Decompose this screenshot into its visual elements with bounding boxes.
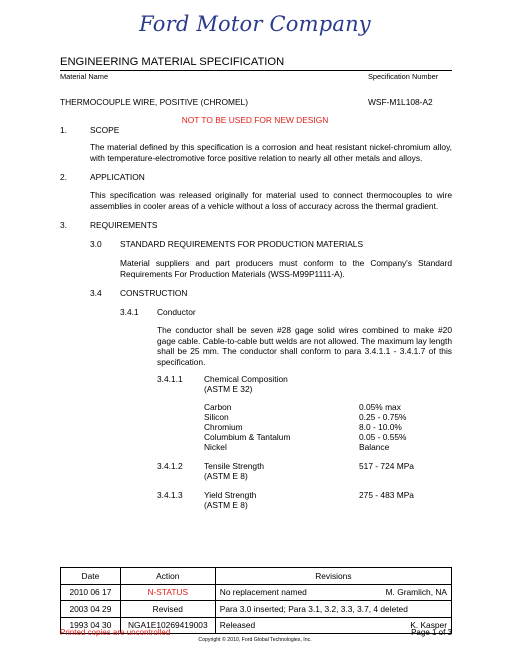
revision-date: 1993 04 30: [61, 617, 121, 634]
revision-action: Revised: [120, 601, 215, 618]
revision-table: [60, 567, 452, 634]
scope-number: 1.: [60, 125, 67, 135]
spec-number: WSF-M1L108-A2: [368, 97, 433, 107]
yield-heading: Yield Strength: [204, 490, 257, 500]
revisions-column-header: Revisions: [215, 568, 451, 585]
requirements-number: 3.: [60, 220, 67, 230]
chem-item-value: 8.0 - 10.0%: [359, 422, 402, 432]
chem-number: 3.4.1.1: [157, 374, 183, 384]
material-name-label: Material Name: [60, 72, 109, 81]
construction-heading: CONSTRUCTION: [120, 288, 188, 298]
conductor-heading: Conductor: [157, 307, 196, 317]
requirements-heading: REQUIREMENTS: [90, 220, 158, 230]
chem-item-name: Nickel: [204, 442, 227, 452]
application-number: 2.: [60, 172, 67, 182]
chem-standard: (ASTM E 32): [204, 384, 253, 394]
date-column-header: Date: [61, 568, 121, 585]
revision-description: Released: [219, 620, 256, 631]
construction-number: 3.4: [90, 288, 102, 298]
revision-description-cell: [215, 601, 451, 618]
conductor-text: The conductor shall be seven #28 gage solid wires combined to make #20 gage cable. Cable-to-cable butt welds are not allowed. The maximum lay length shall be 25 mm. The conductor shall conform to para 3.4.1.1 - 3.4.1.7 of this specification.: [157, 325, 452, 367]
revision-action: NGA1E10269419003: [120, 617, 215, 634]
revision-description-cell: [215, 584, 451, 601]
revision-author: K. Kasper: [410, 620, 447, 631]
action-column-header: Action: [120, 568, 215, 585]
printed-copies-note: Printed copies are uncontrolled: [60, 628, 171, 637]
chem-item-name: Carbon: [204, 402, 232, 412]
tensile-number: 3.4.1.2: [157, 461, 183, 471]
standard-req-heading: STANDARD REQUIREMENTS FOR PRODUCTION MATERIALS: [120, 239, 364, 249]
tensile-heading: Tensile Strength: [204, 461, 265, 471]
chem-heading: Chemical Composition: [204, 374, 288, 384]
chem-item-name: Columbium & Tantalum: [204, 432, 291, 442]
yield-standard: (ASTM E 8): [204, 500, 248, 510]
revision-description: No replacement named: [219, 587, 307, 598]
table-row: [61, 584, 452, 601]
application-heading: APPLICATION: [90, 172, 145, 182]
warning-notice: NOT TO BE USED FOR NEW DESIGN: [181, 115, 329, 125]
scope-text: The material defined by this specification is a corrosion and heat resistant nickel-chromium alloy, with temperature-electromotive force positive relation to nearly all other metals and alloys.: [90, 142, 452, 163]
copyright-notice: Copyright © 2010, Ford Global Technologies, Inc.: [198, 637, 312, 643]
revision-author: M. Gramlich, NA: [385, 587, 447, 598]
chem-item-value: 0.05 - 0.55%: [359, 432, 407, 442]
chem-item-value: 0.05% max: [359, 402, 401, 412]
standard-req-text: Material suppliers and part producers must conform to the Company's Standard Requirements For Production Materials (WSS-M99P1111-A).: [120, 258, 452, 279]
conductor-number: 3.4.1: [120, 307, 139, 317]
revision-action: N-STATUS: [120, 584, 215, 601]
ford-logo: Ford Motor Company: [139, 12, 371, 36]
standard-req-number: 3.0: [90, 239, 102, 249]
yield-number: 3.4.1.3: [157, 490, 183, 500]
material-name: THERMOCOUPLE WIRE, POSITIVE (CHROMEL): [60, 97, 248, 107]
chem-item-value: 0.25 - 0.75%: [359, 412, 407, 422]
application-text: This specification was released originally for material used to connect thermocouples to wire assemblies in cooler areas of a vehicle without a loss of accuracy across the thermal gradient.: [90, 190, 452, 211]
document-title: ENGINEERING MATERIAL SPECIFICATION: [60, 56, 285, 68]
page-number: Page 1 of 3: [411, 628, 452, 637]
scope-heading: SCOPE: [90, 125, 120, 135]
chem-item-value: Balance: [359, 442, 390, 452]
table-row: [61, 601, 452, 618]
yield-value: 275 - 483 MPa: [359, 490, 414, 500]
chem-item-name: Silicon: [204, 412, 229, 422]
revision-description: Para 3.0 inserted; Para 3.1, 3.2, 3.3, 3.7, 4 deleted: [219, 603, 408, 614]
revision-date: 2003 04 29: [61, 601, 121, 618]
revision-date: 2010 06 17: [61, 584, 121, 601]
spec-number-label: Specification Number: [368, 72, 439, 81]
title-rule: [60, 70, 452, 71]
tensile-value: 517 - 724 MPa: [359, 461, 414, 471]
chem-item-name: Chromium: [204, 422, 243, 432]
tensile-standard: (ASTM E 8): [204, 471, 248, 481]
revision-header-row: [61, 568, 452, 585]
